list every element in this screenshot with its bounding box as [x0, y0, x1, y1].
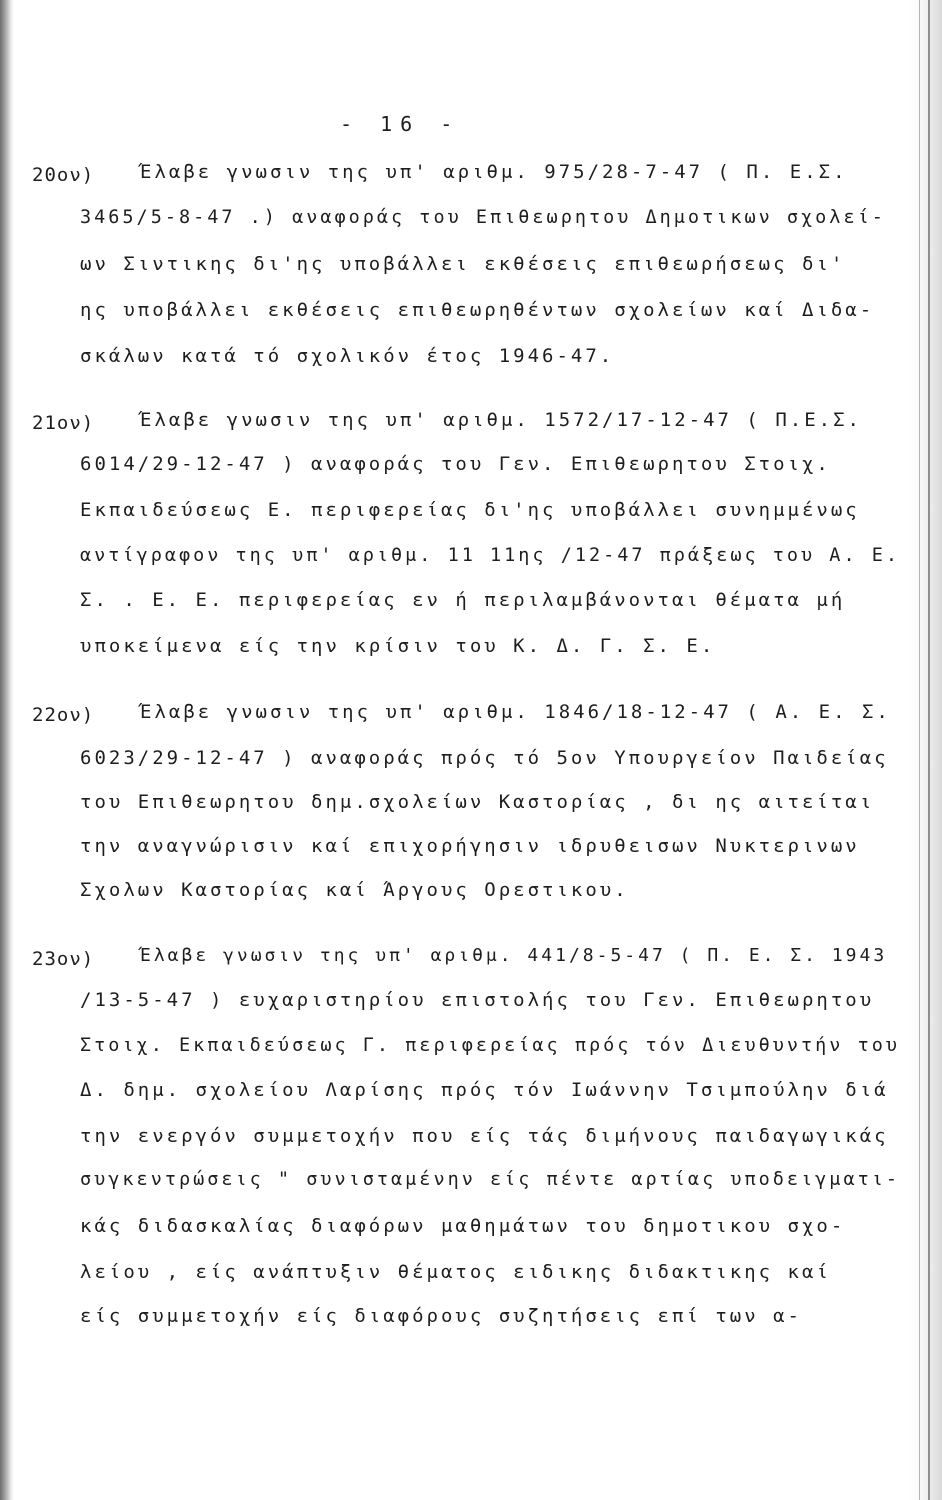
entry-number: 22ον) — [32, 704, 95, 726]
entry-line: σκάλων κατά τό σχολικόν έτος 1946-47. — [80, 345, 615, 367]
scan-binding-line — [928, 0, 930, 1500]
page-number: - 16 - — [340, 112, 461, 136]
scan-binding-line-faint — [919, 0, 920, 1500]
entry-line: λείου , είς ανάπτυξιν θέματος ειδικης διδακτικης καί — [80, 1261, 831, 1283]
entry-line: 6023/29-12-47 ) αναφοράς πρός τό 5ον Υπουργείον Παιδείας — [80, 747, 889, 769]
entry-line: την αναγνώρισιν καί επιχορήγησιν ιδρυθεισων Νυκτερινων — [80, 835, 860, 857]
entry-line: Σ. . Ε. Ε. περιφερείας εν ή περιλαμβάνονται θέματα μή — [80, 589, 846, 611]
entry-line: Σχολων Καστορίας καί Άργους Ορεστικου. — [80, 879, 629, 901]
entry-line: του Επιθεωρητου δημ.σχολείων Καστορίας , δι ης αιτείται — [80, 791, 875, 813]
entry-line: 6014/29-12-47 ) αναφοράς του Γεν. Επιθεωρητου Στοιχ. — [80, 453, 831, 475]
entry-line: Έλαβε γνωσιν της υπ' αριθμ. 1572/17-12-47 ( Π.Ε.Σ. — [140, 409, 862, 431]
entry-line: είς συμμετοχήν είς διαφόρους συζητήσεις επί των α- — [80, 1305, 802, 1327]
scan-right-edge — [908, 0, 942, 1500]
entry-line: 3465/5-8-47 .) αναφοράς του Επιθεωρητου Δημοτικων σχολεί- — [80, 207, 886, 228]
entry-line: αντίγραφον της υπ' αριθμ. 11 11ης /12-47 πράξεως του Α. Ε. — [80, 545, 901, 566]
entry-number: 23ον) — [32, 948, 95, 970]
entry-line: ης υποβάλλει εκθέσεις επιθεωρηθέντων σχολείων καί Διδα- — [80, 299, 875, 321]
entry-line: Έλαβε γνωσιν της υπ' αριθμ. 441/8-5-47 ( Π. Ε. Σ. 1943 — [140, 945, 888, 966]
entry-line: /13-5-47 ) ευχαριστηρίου επιστολής του Γεν. Επιθεωρητου — [80, 989, 875, 1011]
entry-number: 21ον) — [32, 412, 95, 434]
entry-line: Στοιχ. Εκπαιδεύσεως Γ. περιφερείας πρός τόν Διευθυντήν του — [80, 1035, 901, 1056]
entry-line: την ενεργόν συμμετοχήν που είς τάς διμήνους παιδαγωγικάς — [80, 1125, 889, 1147]
scan-left-edge — [0, 0, 14, 1500]
entry-line: συγκεντρώσεις " συνισταμένην είς πέντε αρτίας υποδειγματι- — [80, 1169, 901, 1190]
entry-number: 20ον) — [32, 164, 95, 186]
entry-line: κάς διδασκαλίας διαφόρων μαθημάτων του δημοτικου σχο- — [80, 1215, 846, 1237]
entry-line: Εκπαιδεύσεως Ε. περιφερείας δι'ης υποβάλλει συνημμένως — [80, 499, 860, 521]
entry-line: ων Σιντικης δι'ης υποβάλλει εκθέσεις επιθεωρήσεως δι' — [80, 253, 846, 275]
entry-line: Έλαβε γνωσιν της υπ' αριθμ. 975/28-7-47 ( Π. Ε.Σ. — [140, 161, 848, 183]
entry-line: Έλαβε γνωσιν της υπ' αριθμ. 1846/18-12-47 ( Α. Ε. Σ. — [140, 701, 891, 723]
entry-line: Δ. δημ. σχολείου Λαρίσης πρός τόν Ιωάννην Τσιμπούλην διά — [80, 1079, 889, 1101]
entry-line: υποκείμενα είς την κρίσιν του Κ. Δ. Γ. Σ. Ε. — [80, 635, 716, 657]
